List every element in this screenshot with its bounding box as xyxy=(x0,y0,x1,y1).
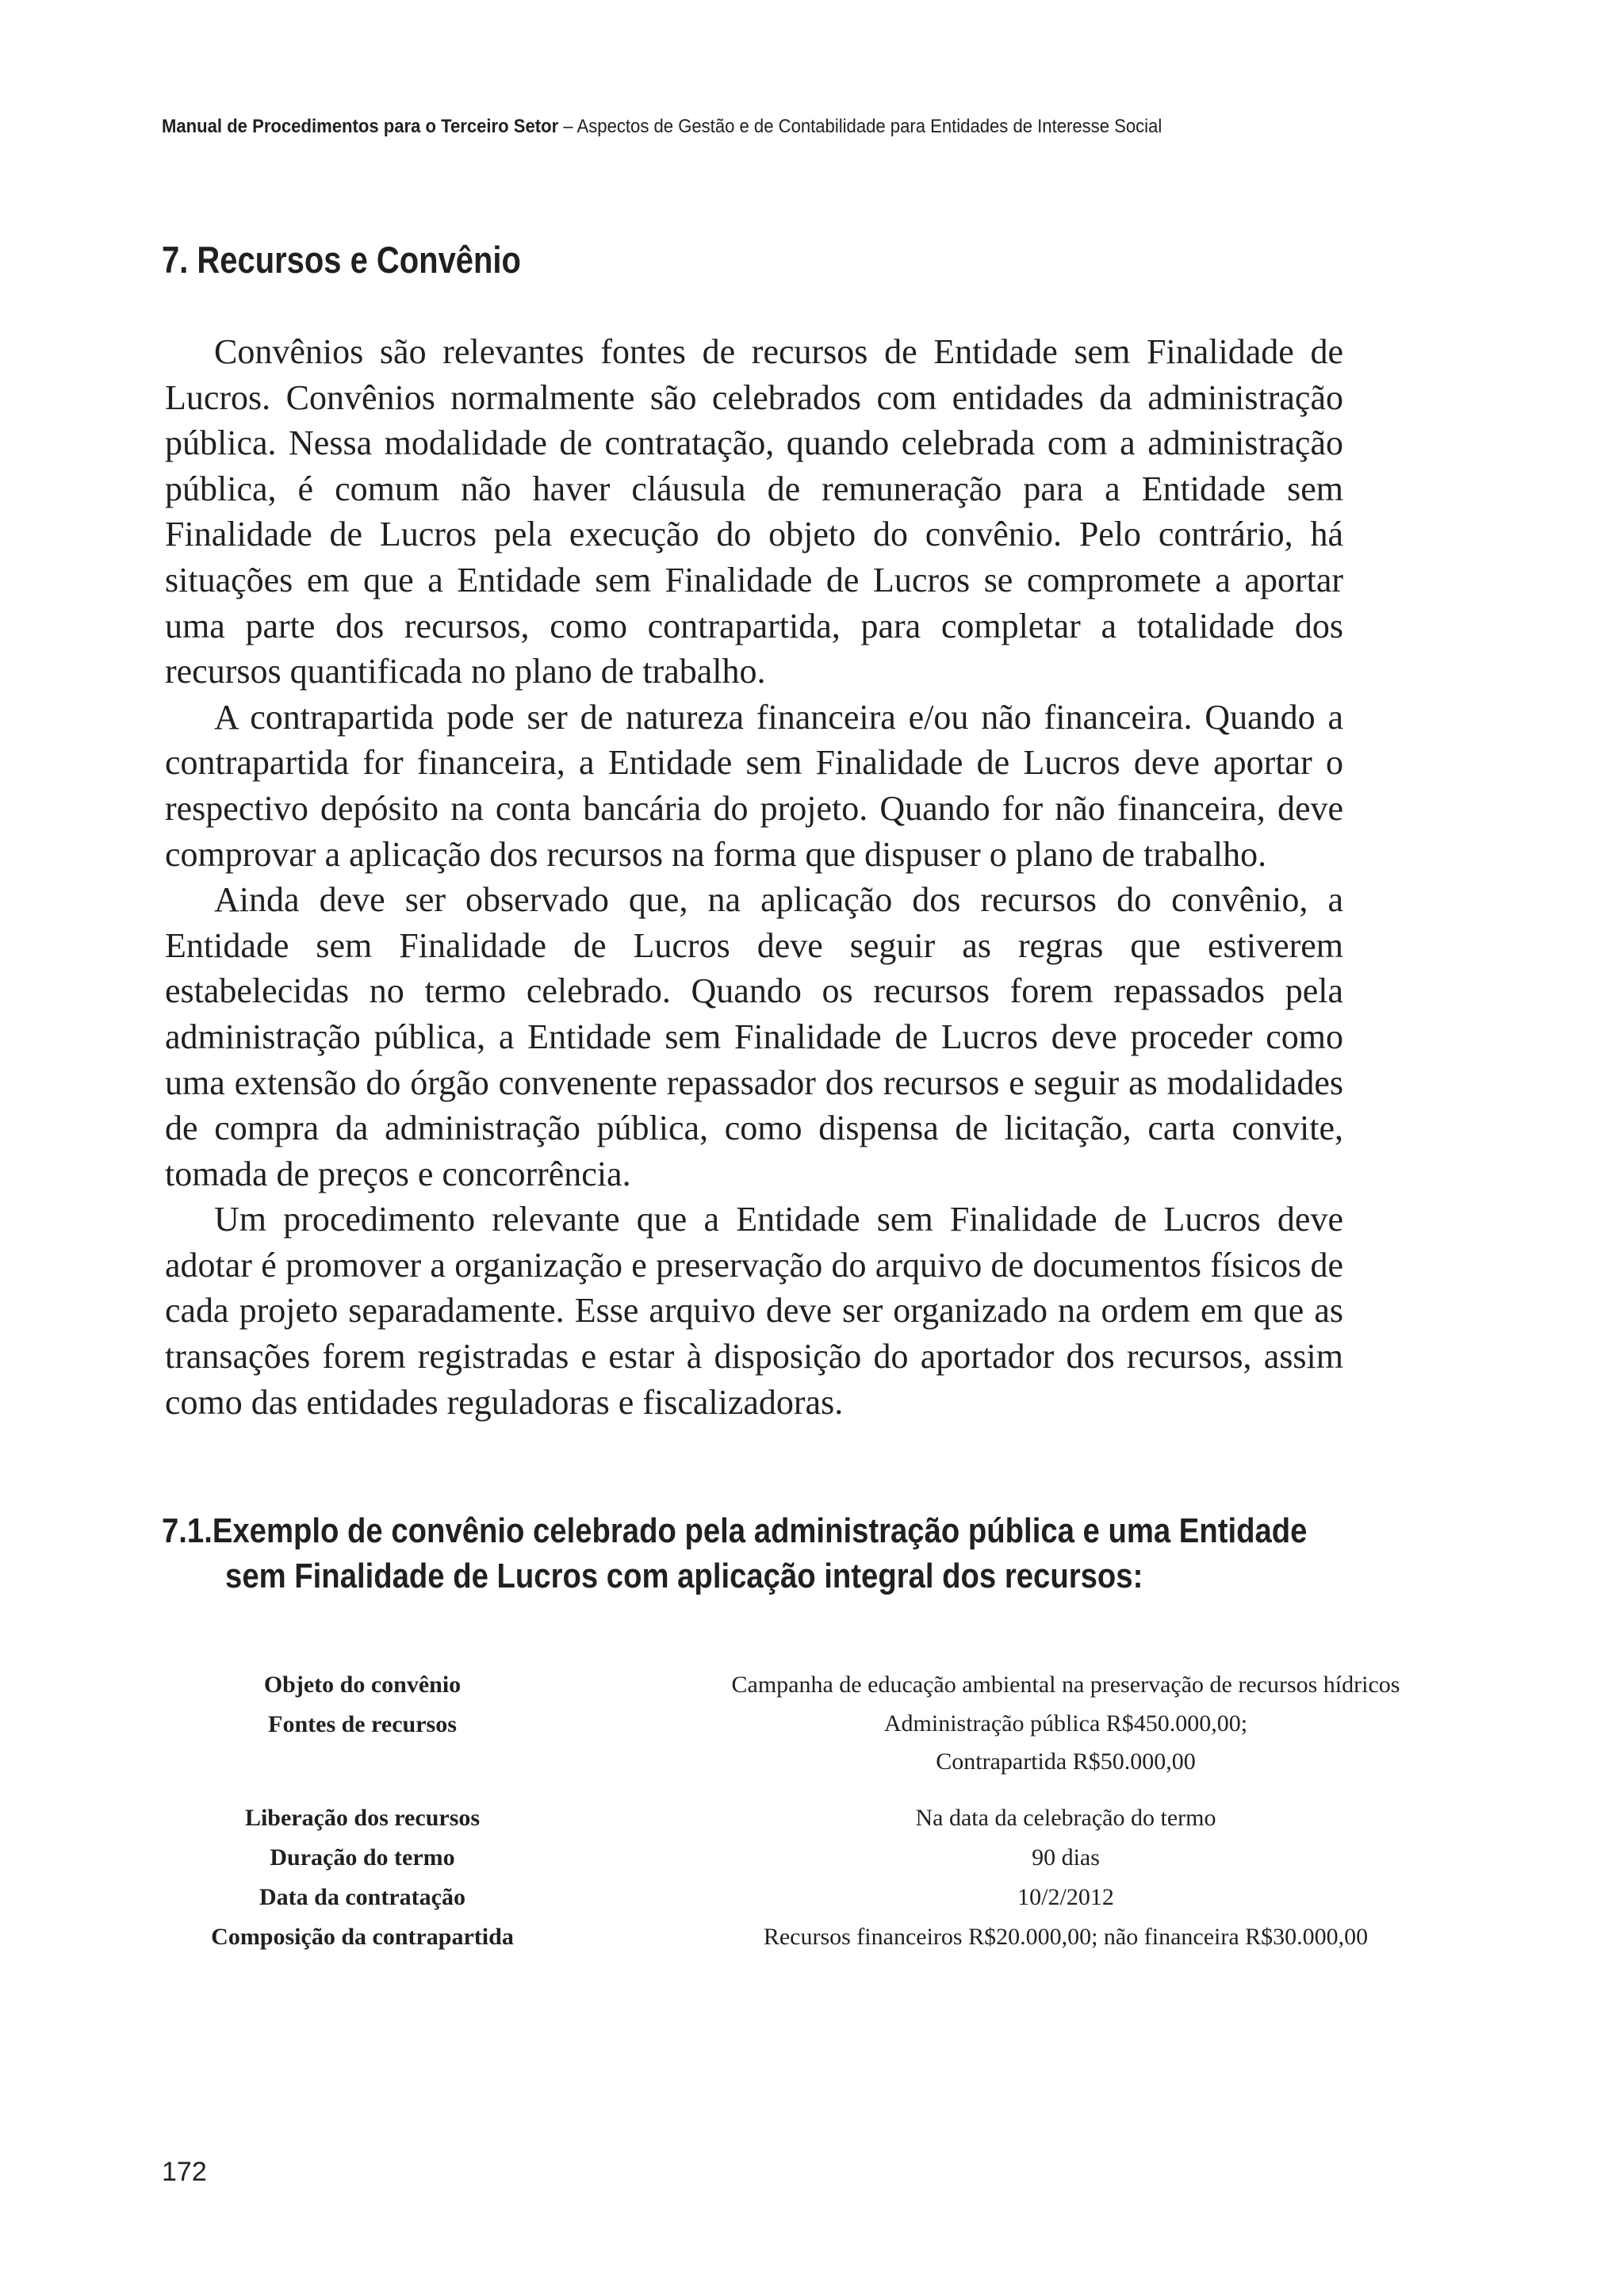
row-value xyxy=(550,1705,1581,1798)
running-header xyxy=(162,116,1162,138)
row-label: Liberação dos recursos xyxy=(244,1805,481,1831)
row-label: Data da contratação xyxy=(259,1884,465,1910)
row-value: 10/2/2012 xyxy=(1017,1884,1114,1910)
paragraph: Um procedimento relevante que a Entidade sem Finalidade de Lucros deve adotar é promover a organização e preservação do arquivo de documentos físicos de cada projeto separadamente. Esse arquivo deve ser organizado na ordem em que as transações forem registradas e estar à disposição do aportador dos recursos, assim como das entidades reguladoras e fiscalizadoras. xyxy=(165,1200,1343,1422)
row-label: Objeto do convênio xyxy=(263,1672,462,1698)
section-body xyxy=(165,329,1343,1425)
row-value-line1: Administração pública R$450.000,00; xyxy=(883,1710,1248,1737)
table-row xyxy=(174,1917,1581,1957)
table-row xyxy=(174,1665,1581,1705)
page-number: 172 xyxy=(162,2157,207,2187)
subsection-number: 7.1. xyxy=(162,1511,213,1550)
table-row xyxy=(174,1798,1581,1838)
row-value: 90 dias xyxy=(1032,1844,1100,1871)
subsection-title xyxy=(162,1508,1308,1599)
row-value-line2: Contrapartida R$50.000,00 xyxy=(936,1748,1196,1775)
row-value: Campanha de educação ambiental na preservação de recursos hídricos xyxy=(731,1672,1400,1698)
running-header-title: Manual de Procedimentos para o Terceiro Setor xyxy=(162,116,559,137)
subsection-title-line2: sem Finalidade de Lucros com aplicação integral dos recursos: xyxy=(225,1557,1143,1595)
section-title: 7. Recursos e Convênio xyxy=(162,239,521,281)
row-label: Duração do termo xyxy=(270,1844,455,1871)
row-label: Fontes de recursos xyxy=(268,1711,457,1737)
paragraph: A contrapartida pode ser de natureza financeira e/ou não financeira. Quando a contrapartida for financeira, a Entidade sem Finalidade de Lucros deve aportar o respectivo depósito na conta bancária do projeto. Quando for não financeira, deve comprovar a aplicação dos recursos na forma que dispuser o plano de trabalho. xyxy=(165,697,1343,874)
subsection-title-line1: Exemplo de convênio celebrado pela administração pública e uma Entidade xyxy=(212,1511,1308,1550)
running-header-subtitle: – Aspectos de Gestão e de Contabilidade para Entidades de Interesse Social xyxy=(558,116,1162,137)
row-label: Composição da contrapartida xyxy=(211,1924,514,1950)
paragraph: Ainda deve ser observado que, na aplicação dos recursos do convênio, a Entidade sem Finalidade de Lucros deve seguir as regras que estiverem estabelecidas no termo celebrado. Quando os recursos forem repassados pela administração pública, a Entidade sem Finalidade de Lucros deve proceder como uma extensão do órgão convenente repassador dos recursos e seguir as modalidades de compra da administração pública, como dispensa de licitação, carta convite, tomada de preços e concorrência. xyxy=(165,880,1343,1193)
row-value: Na data da celebração do termo xyxy=(915,1805,1216,1831)
row-value: Recursos financeiros R$20.000,00; não financeira R$30.000,00 xyxy=(763,1924,1369,1950)
convenio-table xyxy=(174,1665,1581,1957)
paragraph: Convênios são relevantes fontes de recursos de Entidade sem Finalidade de Lucros. Convênios normalmente são celebrados com entidades da administração pública. Nessa modalidade de contratação, quando celebrada com a administração pública, é comum não haver cláusula de remuneração para a Entidade sem Finalidade de Lucros pela execução do objeto do convênio. Pelo contrário, há situações em que a Entidade sem Finalidade de Lucros se compromete a aportar uma parte dos recursos, como contrapartida, para completar a totalidade dos recursos quantificada no plano de trabalho. xyxy=(165,332,1343,691)
table-row xyxy=(174,1878,1581,1917)
table-row xyxy=(174,1705,1581,1798)
table-row xyxy=(174,1838,1581,1878)
